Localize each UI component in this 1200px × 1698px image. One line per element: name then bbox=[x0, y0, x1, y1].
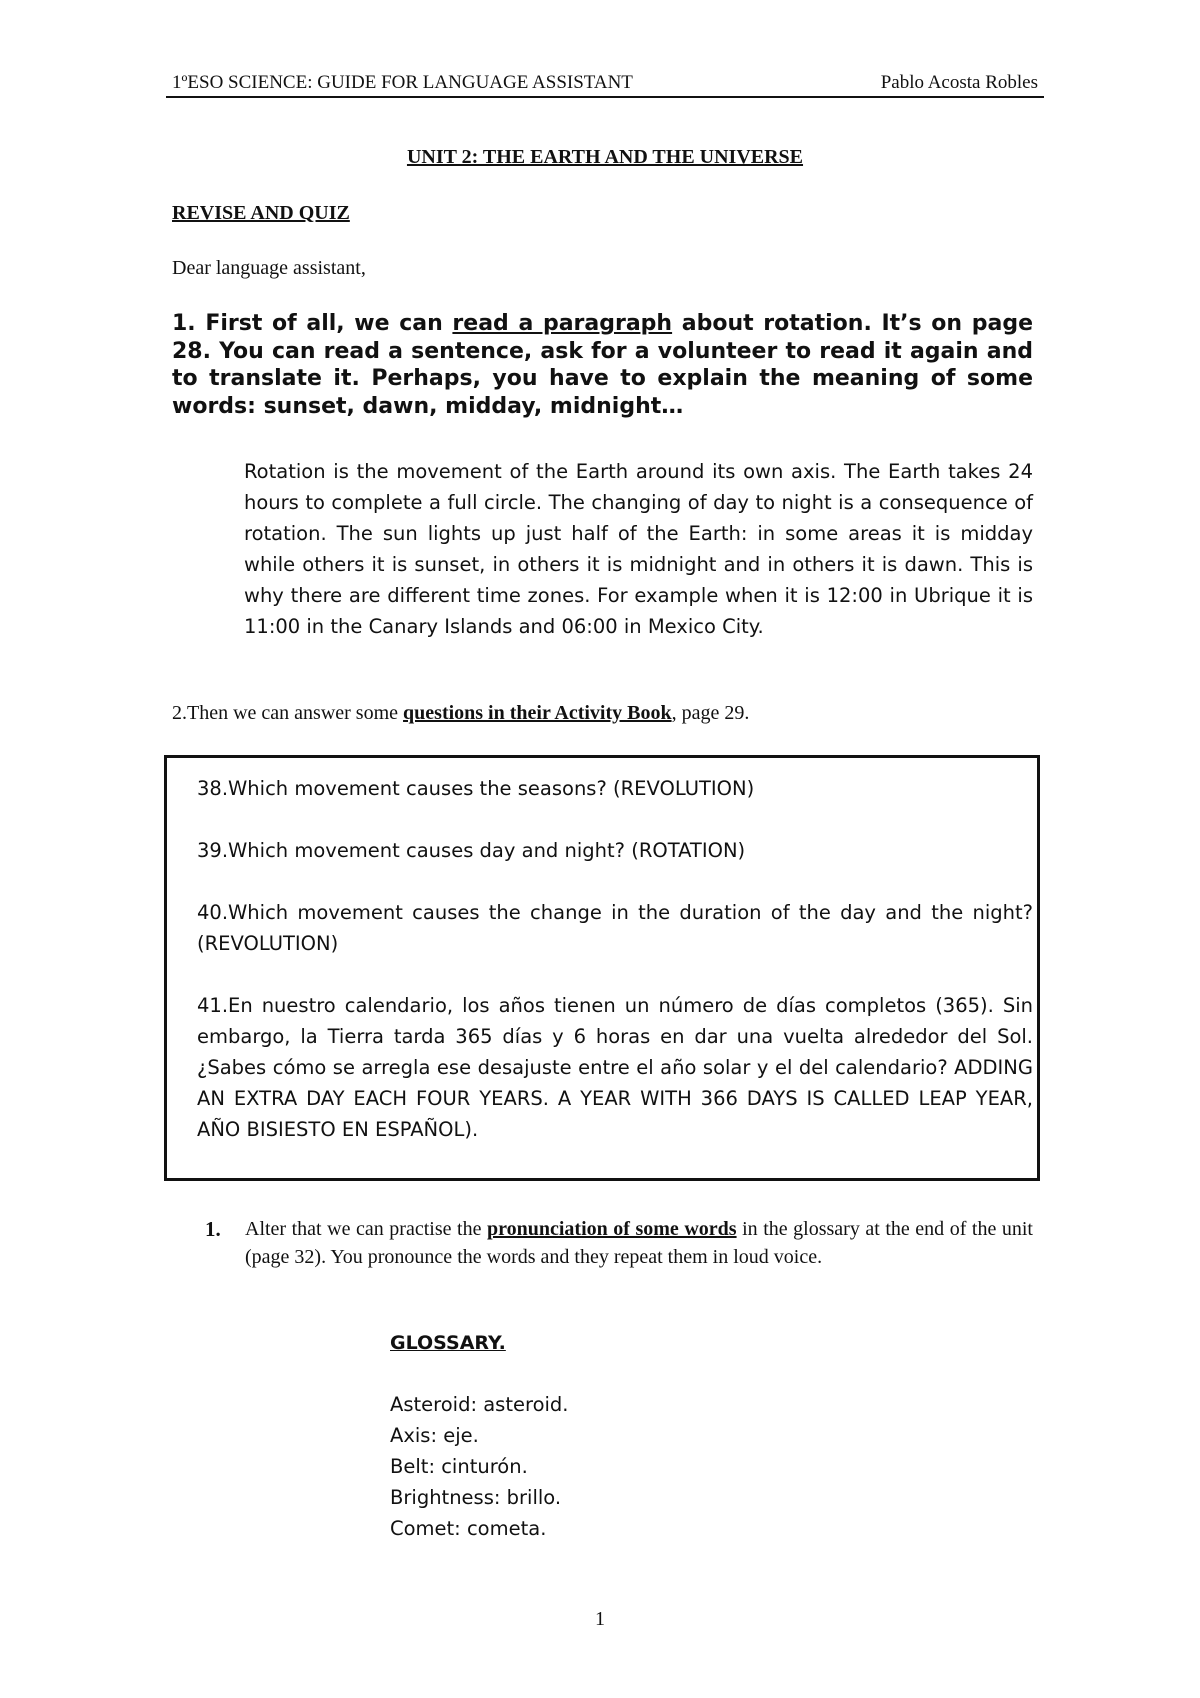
step-2-text-after: , page 29. bbox=[671, 702, 750, 724]
document-title: UNIT 2: THE EARTH AND THE UNIVERSE bbox=[406, 146, 804, 168]
step-3-text-after: in the glossary at the end of the unit (page 32). You pronounce the words and they repeat them in loud voice. bbox=[245, 1218, 1033, 1268]
step-2-text-before: 2.Then we can answer some bbox=[172, 702, 404, 724]
glossary-item: Axis: eje. bbox=[390, 1424, 479, 1447]
glossary-list bbox=[390, 1389, 569, 1544]
step-2-instruction bbox=[172, 702, 749, 725]
step-3-emphasis: pronunciation of some words bbox=[486, 1218, 737, 1240]
step-3-text-before: Alter that we can practise the bbox=[245, 1218, 487, 1240]
question-40: 40.Which movement causes the change in the duration of the day and the night? (REVOLUTION) bbox=[197, 901, 1033, 955]
step-1-emphasis: read a paragraph bbox=[452, 311, 673, 336]
glossary-item: Asteroid: asteroid. bbox=[390, 1393, 569, 1416]
step-3-text bbox=[245, 1215, 1033, 1271]
section-subtitle: REVISE AND QUIZ bbox=[172, 202, 350, 224]
step-1-instruction bbox=[172, 310, 1033, 420]
glossary-item: Comet: cometa. bbox=[390, 1517, 547, 1540]
question-41: 41.En nuestro calendario, los años tienen un número de días completos (365). Sin embargo, la Tierra tarda 365 días y 6 horas en dar una vuelta alrededor del Sol. ¿Sabes cómo se arregla ese desajuste entre el año solar y el del calendario? ADDING AN EXTRA DAY EACH FOUR YEARS. A YEAR WITH 366 DAYS IS CALLED LEAP YEAR, AÑO BISIESTO EN ESPAÑOL). bbox=[197, 994, 1033, 1141]
page-number: 1 bbox=[595, 1608, 605, 1630]
question-39: 39.Which movement causes day and night? (ROTATION) bbox=[197, 839, 746, 862]
step-1-text-after: about rotation. It’s on page 28. You can read a sentence, ask for a volunteer to read it again and to translate it. Perhaps, you have to explain the meaning of some words: sunset, dawn, midday, midnight… bbox=[172, 311, 1033, 419]
step-3-number: 1. bbox=[205, 1217, 221, 1241]
greeting: Dear language assistant, bbox=[172, 257, 366, 279]
glossary-heading: GLOSSARY. bbox=[390, 1332, 506, 1354]
step-2-emphasis: questions in their Activity Book bbox=[403, 702, 672, 724]
page-header bbox=[166, 72, 1044, 98]
glossary-item: Belt: cinturón. bbox=[390, 1455, 528, 1478]
header-left-text: 1ºESO SCIENCE: GUIDE FOR LANGUAGE ASSISTANT bbox=[172, 72, 633, 93]
rotation-paragraph: Rotation is the movement of the Earth around its own axis. The Earth takes 24 hours to complete a full circle. The changing of day to night is a consequence of rotation. The sun lights up just half of the Earth: in some areas it is midday while others it is sunset, in others it is midnight and in others it is dawn. This is why there are different time zones. For example when it is 12:00 in Ubrique it is 11:00 in the Canary Islands and 06:00 in Mexico City. bbox=[244, 460, 1033, 638]
glossary-item: Brightness: brillo. bbox=[390, 1486, 562, 1509]
question-38: 38.Which movement causes the seasons? (REVOLUTION) bbox=[197, 777, 755, 800]
header-author: Pablo Acosta Robles bbox=[880, 72, 1038, 93]
questions-box bbox=[164, 755, 1040, 1181]
step-1-text-before: 1. First of all, we can bbox=[172, 311, 453, 336]
